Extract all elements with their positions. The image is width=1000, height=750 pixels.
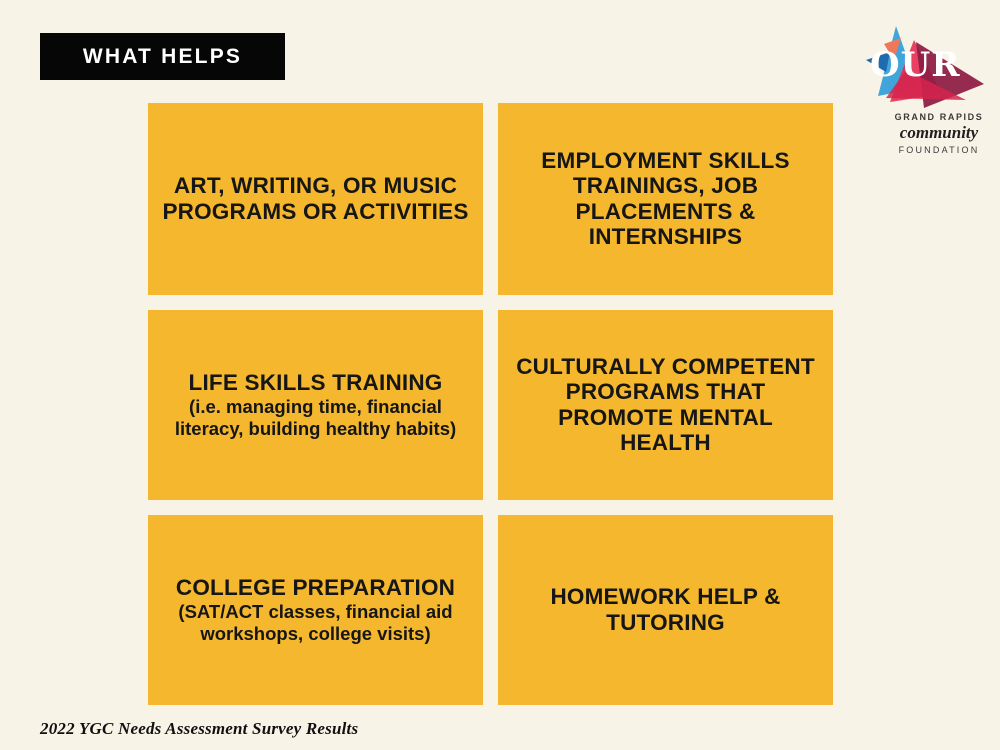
grand-rapids-community-foundation-logo [852,12,1000,155]
logo-wordmark [852,112,1000,155]
logo-org-line2: community [899,123,979,142]
what-helps-grid [148,103,833,705]
card-subtitle: (SAT/ACT classes, financial aid workshops, college visits) [178,601,453,645]
page-title: WHAT HELPS [82,44,243,68]
card-art-writing-music [148,103,483,295]
card-life-skills [148,310,483,500]
card-college-preparation [148,515,483,705]
card-title: LIFE SKILLS TRAINING [188,369,443,395]
card-title: EMPLOYMENT SKILLS TRAININGS, JOB PLACEMENTS & INTERNSHIPS [541,147,790,249]
card-title: COLLEGE PREPARATION [175,574,456,600]
logo-org-line3: FOUNDATION [898,145,980,155]
logo-org-line1: GRAND RAPIDS [894,112,984,122]
card-subtitle: (i.e. managing time, financial literacy, building healthy habits) [174,396,457,440]
footer-caption: 2022 YGC Needs Assessment Survey Results [40,719,359,738]
what-helps-banner [40,33,285,80]
logo-triangles-icon [856,12,996,112]
card-homework-help [498,515,833,705]
card-title: HOMEWORK HELP & TUTORING [550,584,781,635]
card-culturally-competent [498,310,833,500]
logo-acronym: OUR [870,45,961,85]
card-title: CULTURALLY COMPETENT PROGRAMS THAT PROMOTE MENTAL HEALTH [516,353,815,455]
card-employment-skills [498,103,833,295]
card-title: ART, WRITING, OR MUSIC PROGRAMS OR ACTIVITIES [162,173,469,224]
